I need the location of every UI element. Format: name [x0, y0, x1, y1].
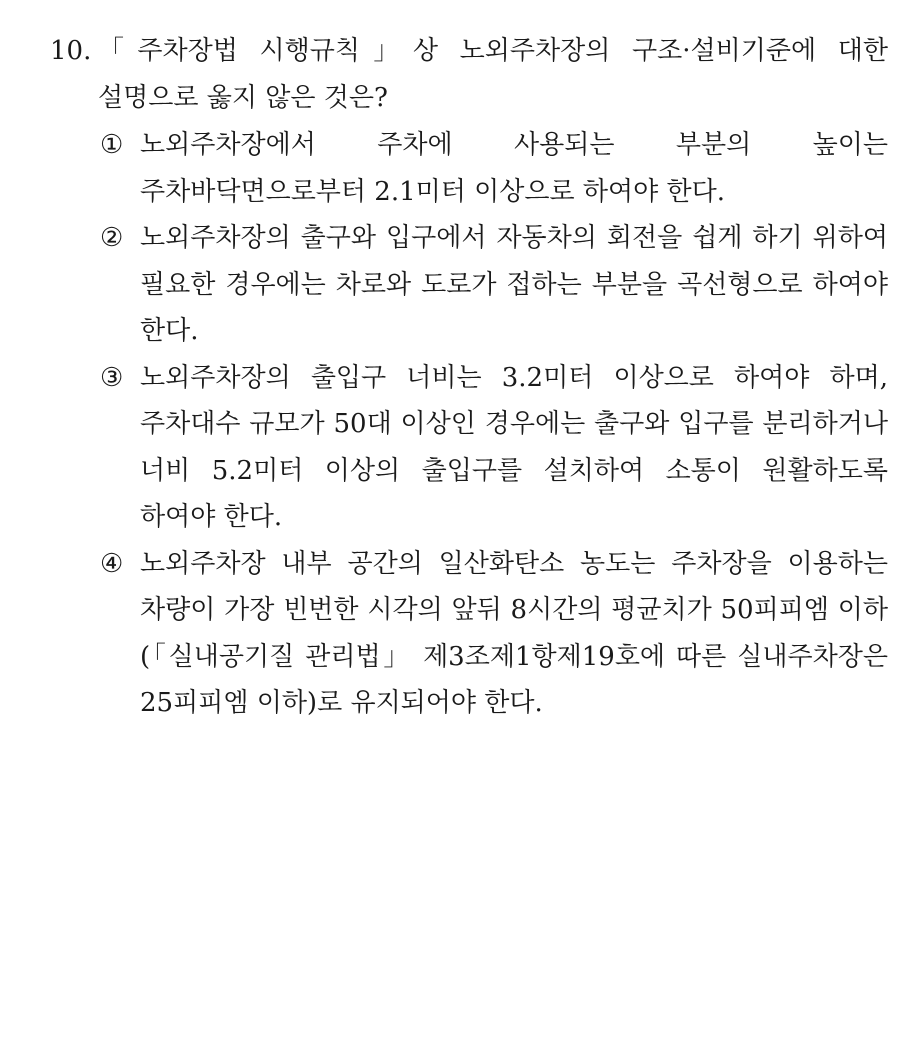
option-marker: ② — [100, 223, 124, 253]
option-text: 노외주차장에서 주차에 사용되는 부분의 높이는 주차바닥면으로부터 2.1미터 이상으로 하여야 한다. — [140, 130, 888, 207]
option-marker: ③ — [100, 362, 124, 393]
answer-option-1[interactable] — [100, 122, 888, 215]
question-block — [50, 28, 888, 727]
question-number: 10. — [50, 36, 92, 66]
option-text: 노외주차장의 출입구 너비는 3.2미터 이상으로 하여야 하며, 주차대수 규모가 50대 이상인 경우에는 출구와 입구를 분리하거나 너비 5.2미터 이상의 출입구를 설치하여 소통이 원활하도록 하여야 한다. — [140, 362, 888, 532]
option-text: 노외주차장 내부 공간의 일산화탄소 농도는 주차장을 이용하는 차량이 가장 빈번한 시각의 앞뒤 8시간의 평균치가 50피피엠 이하(「실내공기질 관리법」 제3조제1항제19호에 따른 실내주차장은 25피피엠 이하)로 유지되어야 한다. — [140, 548, 888, 718]
answer-option-3[interactable] — [100, 355, 888, 541]
option-text: 노외주차장의 출구와 입구에서 자동차의 회전을 쉽게 하기 위하여 필요한 경우에는 차로와 도로가 접하는 부분을 곡선형으로 하여야 한다. — [140, 223, 888, 346]
question-stem: 「주차장법 시행규칙」상 노외주차장의 구조·설비기준에 대한 설명으로 옳지 않은 것은? — [98, 36, 888, 113]
answer-option-4[interactable] — [100, 541, 888, 727]
answer-option-2[interactable] — [100, 215, 888, 355]
question-header — [50, 28, 888, 122]
answer-options — [100, 122, 888, 727]
option-marker: ④ — [100, 548, 124, 579]
option-marker: ① — [100, 130, 124, 160]
